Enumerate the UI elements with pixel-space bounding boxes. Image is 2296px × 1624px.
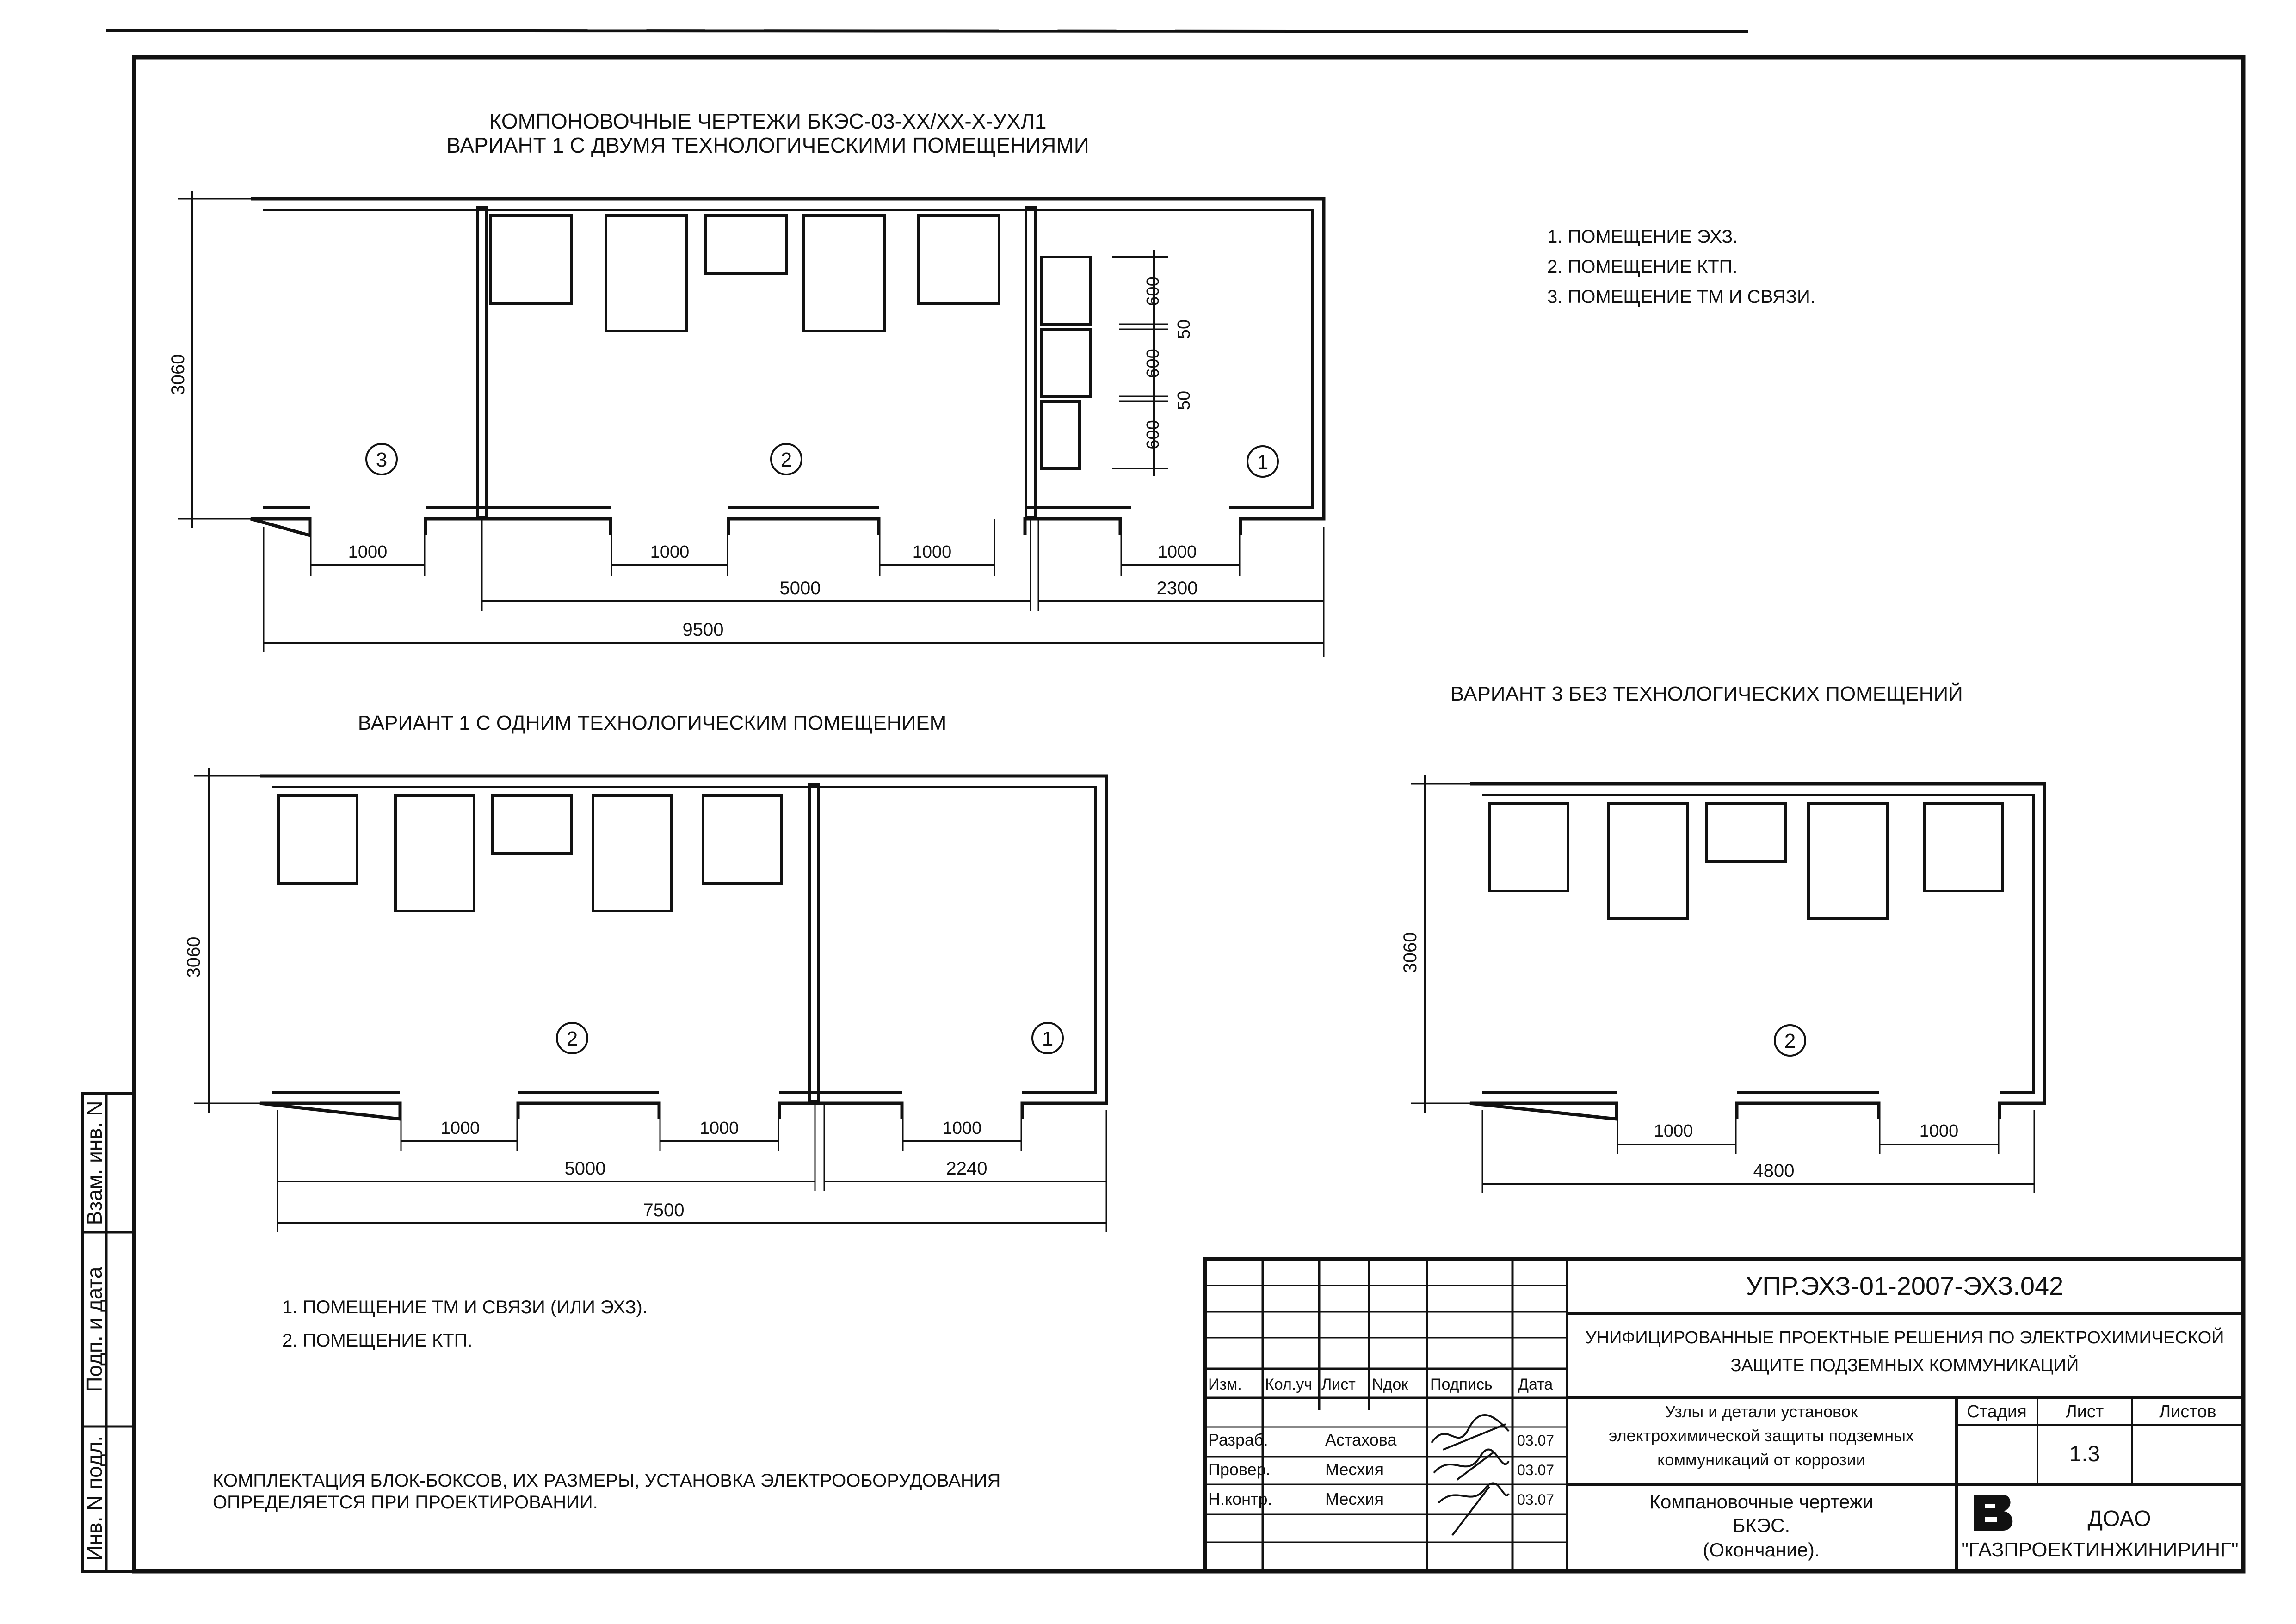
revision-headers (1208, 1376, 1553, 1393)
subject-line: электрохимической защиты подземных (1609, 1426, 1914, 1445)
note-line: КОМПЛЕКТАЦИЯ БЛОК-БОКСОВ, ИХ РАЗМЕРЫ, УСТАНОВКА ЭЛЕКТРООБОРУДОВАНИЯ (213, 1470, 1001, 1491)
project-title-line1: УНИФИЦИРОВАННЫЕ ПРОЕКТНЫЕ РЕШЕНИЯ ПО ЭЛЕКТРОХИМИЧЕСКОЙ (1585, 1328, 2224, 1347)
floor-plan-variant-1-two-rooms (168, 191, 1324, 657)
room-number: 2 (780, 449, 792, 471)
drawing-title-line2: ВАРИАНТ 1 С ДВУМЯ ТЕХНОЛОГИЧЕСКИМИ ПОМЕЩЕНИЯМИ (446, 133, 1089, 157)
sheet-title-text (1649, 1491, 1874, 1561)
shelf-dim-label: 600 (1143, 420, 1163, 449)
floor-plan-variant-3 (1400, 775, 2044, 1193)
side-stamp (82, 1094, 134, 1571)
dim-label: 2300 (1156, 578, 1198, 598)
floor-plan-variant-1-one-room (184, 768, 1106, 1232)
plan3-title: ВАРИАНТ 3 БЕЗ ТЕХНОЛОГИЧЕСКИХ ПОМЕЩЕНИЙ (1450, 683, 1963, 705)
date-cell: 03.07 (1517, 1462, 1555, 1478)
legend-item: 2. ПОМЕЩЕНИЕ КТП. (282, 1330, 473, 1351)
height-dimension: 3060 (168, 354, 188, 395)
height-dimension: 3060 (1400, 932, 1420, 973)
door-dim-label: 1000 (1919, 1121, 1959, 1141)
person-name: Месхия (1325, 1460, 1384, 1479)
stamp-signature-date: Подп. и дата (82, 1267, 106, 1392)
dim-label: 5000 (564, 1158, 606, 1179)
door-dimensions (1617, 1103, 1999, 1154)
room-number: 1 (1257, 451, 1269, 474)
organization-line2: "ГАЗПРОЕКТИНЖИНИРИНГ" (1961, 1538, 2239, 1561)
shelf-dim-label: 50 (1174, 319, 1194, 339)
door-dim-label: 1000 (912, 542, 952, 562)
room-number: 1 (1042, 1027, 1054, 1050)
door-dim-label: 1000 (699, 1119, 739, 1138)
header-cell: Nдок (1372, 1376, 1408, 1393)
shelf-dimensions (1143, 277, 1194, 449)
room-number: 3 (376, 449, 388, 471)
header-cell: Лист (1321, 1376, 1356, 1393)
drawing-title-line1: КОМПОНОВОЧНЫЕ ЧЕРТЕЖИ БКЭС-03-XX/XX-X-УХЛ1 (489, 109, 1047, 133)
sheets-label: Листов (2159, 1402, 2216, 1421)
header-cell: Дата (1518, 1376, 1553, 1393)
room-markers (366, 444, 1278, 477)
role-label: Провер. (1208, 1460, 1271, 1479)
legend-variant-1-single (282, 1297, 648, 1351)
general-note (213, 1470, 1000, 1513)
subject-line: Узлы и детали установок (1665, 1402, 1858, 1421)
dim-label: 9500 (682, 620, 724, 640)
room-number: 2 (1784, 1030, 1796, 1052)
header-cell: Изм. (1208, 1376, 1242, 1393)
plan2-title: ВАРИАНТ 1 С ОДНИМ ТЕХНОЛОГИЧЕСКИМ ПОМЕЩЕНИЕМ (358, 712, 947, 734)
role-label: Разраб. (1208, 1430, 1268, 1449)
person-name: Месхия (1325, 1489, 1384, 1508)
stamp-replaced-inv: Взам. инв. N (82, 1101, 106, 1225)
organization-line1: ДОАО (2087, 1507, 2151, 1531)
door-dim-label: 1000 (348, 542, 388, 562)
document-code: УПР.ЭХЗ-01-2007-ЭХЗ.042 (1746, 1271, 2064, 1300)
dim-label: 4800 (1753, 1161, 1795, 1181)
door-dim-label: 1000 (440, 1119, 480, 1138)
height-dimension: 3060 (184, 936, 204, 978)
door-dim-label: 1000 (1157, 542, 1197, 562)
legend-item: 2. ПОМЕЩЕНИЕ КТП. (1547, 257, 1738, 277)
role-label: Н.контр. (1208, 1489, 1272, 1508)
person-name: Астахова (1325, 1430, 1397, 1449)
note-line: ОПРЕДЕЛЯЕТСЯ ПРИ ПРОЕКТИРОВАНИИ. (213, 1492, 598, 1513)
stamp-original-inv: Инв. N подл. (82, 1435, 106, 1561)
legend-item: 3. ПОМЕЩЕНИЕ ТМ И СВЯЗИ. (1547, 287, 1815, 307)
sheet-title-line: БКЭС. (1732, 1514, 1790, 1536)
header-cell: Подпись (1430, 1376, 1493, 1393)
subject-line: коммуникаций от коррозии (1657, 1450, 1865, 1469)
door-dim-label: 1000 (650, 542, 690, 562)
date-cell: 03.07 (1517, 1491, 1555, 1508)
dim-label: 7500 (643, 1200, 685, 1220)
door-dimensions (401, 1103, 1021, 1151)
company-logo-icon (1974, 1495, 2012, 1531)
title-block (1205, 1259, 2243, 1571)
dim-label: 5000 (779, 578, 821, 598)
header-cell: Кол.уч (1265, 1376, 1312, 1393)
shelf-dim-label: 600 (1143, 349, 1163, 378)
handwritten-signatures (1432, 1415, 1509, 1535)
stage-label: Стадия (1967, 1402, 2027, 1421)
door-dimensions (311, 519, 1240, 576)
shelf-dim-label: 50 (1174, 390, 1194, 411)
overall-dimensions (278, 1103, 1106, 1232)
door-dim-label: 1000 (1654, 1121, 1693, 1141)
signature-rows (1208, 1430, 1554, 1508)
legend-item: 1. ПОМЕЩЕНИЕ ТМ И СВЯЗИ (ИЛИ ЭХЗ). (282, 1297, 648, 1317)
project-title-line2: ЗАЩИТЕ ПОДЗЕМНЫХ КОММУНИКАЦИЙ (1730, 1356, 2079, 1375)
sheet-title-line: (Окончание). (1703, 1539, 1820, 1561)
sheet-number: 1.3 (2069, 1442, 2100, 1466)
legend-variant-1 (1547, 227, 1815, 307)
room-number: 2 (566, 1027, 578, 1050)
sheet-label: Лист (2065, 1402, 2104, 1421)
dim-label: 2240 (946, 1158, 988, 1179)
sheet-title-line: Компановочные чертежи (1649, 1491, 1874, 1513)
legend-item: 1. ПОМЕЩЕНИЕ ЭХЗ. (1547, 227, 1738, 247)
door-dim-label: 1000 (942, 1119, 982, 1138)
overall-dimensions (264, 519, 1324, 657)
subject-text (1609, 1402, 1914, 1469)
shelf-dim-label: 600 (1143, 277, 1163, 306)
date-cell: 03.07 (1517, 1432, 1555, 1449)
